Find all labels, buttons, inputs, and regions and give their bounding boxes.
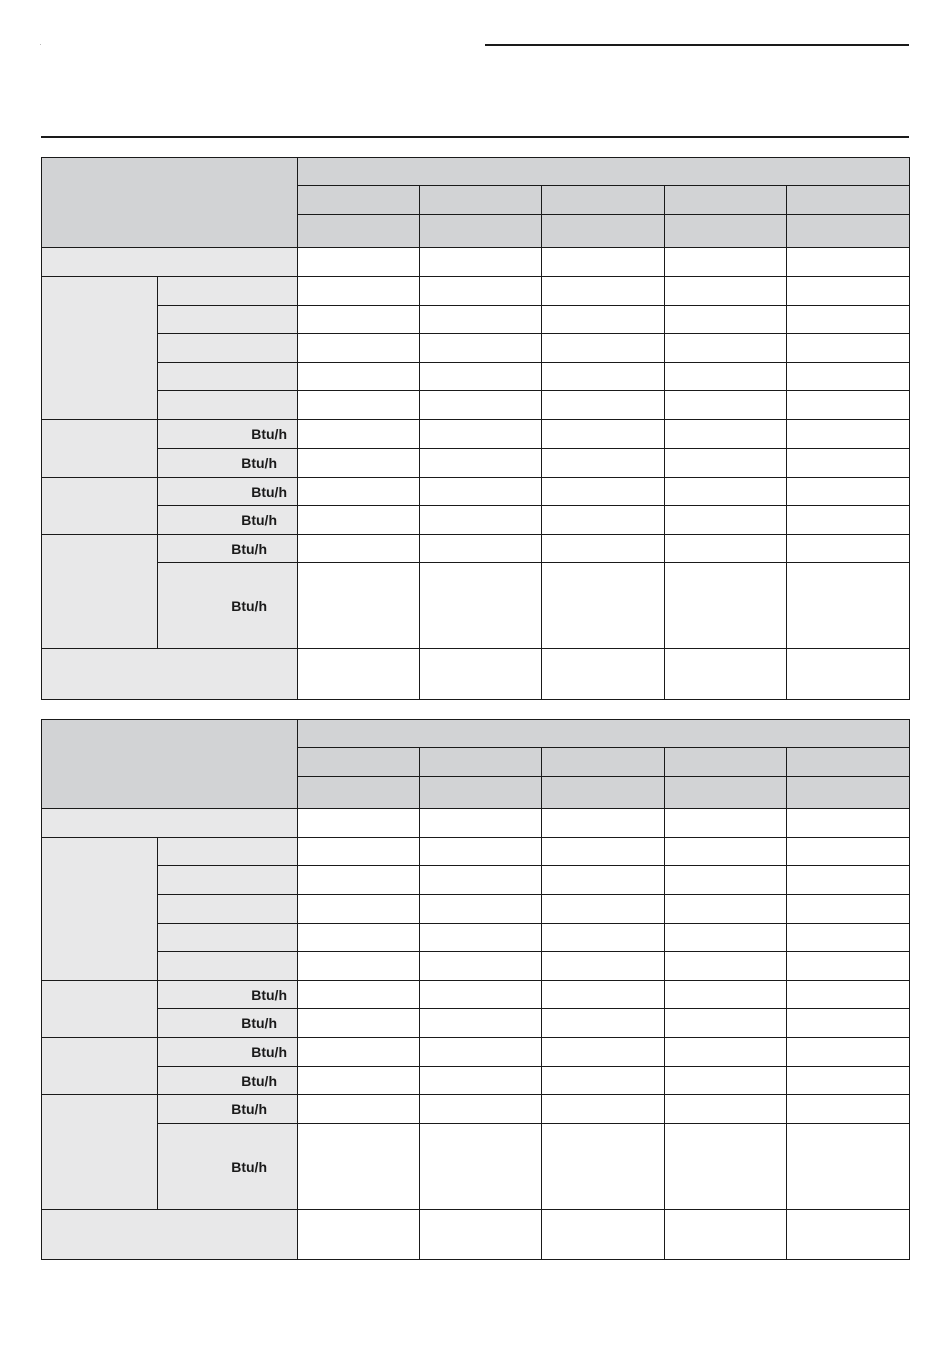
value-cell: [665, 363, 787, 391]
value-cell: [298, 306, 420, 334]
value-cell: [787, 563, 910, 649]
value-cell: [787, 506, 910, 535]
group-label: [42, 981, 158, 1038]
value-cell: [298, 952, 420, 981]
value-cell: [298, 420, 420, 449]
value-cell: [420, 1067, 542, 1095]
model-header-cell: [787, 777, 910, 809]
value-cell: [420, 391, 542, 420]
value-cell: [542, 1210, 665, 1260]
value-cell: [665, 535, 787, 563]
value-cell: [787, 895, 910, 924]
value-cell: [787, 981, 910, 1009]
unit-label: Btu/h: [158, 420, 298, 449]
table-row: [42, 1009, 910, 1038]
unit-label: Btu/h: [158, 478, 298, 506]
value-cell: [787, 866, 910, 895]
model-header-cell: [298, 748, 420, 777]
table-row: [42, 506, 910, 535]
value-cell: [665, 449, 787, 478]
table-row: [42, 391, 910, 420]
group-label: [42, 420, 158, 478]
value-cell: [665, 952, 787, 981]
value-cell: [420, 306, 542, 334]
value-cell: [420, 248, 542, 277]
group-label: [42, 535, 158, 649]
table-row: [42, 563, 910, 649]
value-cell: [542, 1067, 665, 1095]
table-row: [42, 866, 910, 895]
value-cell: [420, 895, 542, 924]
unit-label: Btu/h: [158, 535, 298, 563]
table-row: [42, 1124, 910, 1210]
value-cell: [665, 334, 787, 363]
table-row: [42, 895, 910, 924]
value-cell: [665, 1009, 787, 1038]
value-cell: [787, 334, 910, 363]
value-cell: [420, 363, 542, 391]
value-cell: [298, 248, 420, 277]
value-cell: [787, 478, 910, 506]
table-row: [42, 420, 910, 449]
value-cell: [420, 649, 542, 700]
value-cell: [542, 391, 665, 420]
row-label: [158, 838, 298, 866]
value-cell: [298, 649, 420, 700]
value-cell: [787, 809, 910, 838]
model-header-cell: [542, 215, 665, 248]
value-cell: [420, 449, 542, 478]
value-cell: [420, 478, 542, 506]
model-header-cell: [420, 748, 542, 777]
value-cell: [665, 866, 787, 895]
model-header-cell: [665, 186, 787, 215]
value-cell: [298, 866, 420, 895]
value-cell: [665, 1210, 787, 1260]
value-cell: [420, 535, 542, 563]
model-header-cell: [787, 215, 910, 248]
value-cell: [787, 1067, 910, 1095]
value-cell: [542, 363, 665, 391]
header-row-model: [42, 158, 910, 186]
value-cell: [542, 1124, 665, 1210]
table-row: [42, 981, 910, 1009]
value-cell: [665, 895, 787, 924]
value-cell: [542, 924, 665, 952]
value-cell: [665, 506, 787, 535]
value-cell: [542, 563, 665, 649]
value-cell: [298, 449, 420, 478]
value-cell: [298, 478, 420, 506]
model-group-header: [298, 720, 910, 748]
table-row: [42, 1210, 910, 1260]
value-cell: [787, 420, 910, 449]
header-rule: [485, 44, 909, 46]
model-header-cell: [298, 215, 420, 248]
group-label: [42, 277, 158, 420]
value-cell: [787, 535, 910, 563]
value-cell: [665, 391, 787, 420]
value-cell: [665, 1067, 787, 1095]
row-label: [158, 866, 298, 895]
value-cell: [787, 363, 910, 391]
value-cell: [787, 924, 910, 952]
value-cell: [542, 649, 665, 700]
value-cell: [420, 1124, 542, 1210]
table-row: [42, 248, 910, 277]
value-cell: [542, 420, 665, 449]
value-cell: [542, 838, 665, 866]
group-label: [42, 1095, 158, 1210]
value-cell: [298, 895, 420, 924]
value-cell: [665, 1124, 787, 1210]
value-cell: [665, 809, 787, 838]
value-cell: [298, 924, 420, 952]
value-cell: [420, 563, 542, 649]
value-cell: [298, 1210, 420, 1260]
table-row: [42, 924, 910, 952]
corner-header-cell: [42, 720, 298, 809]
row-label: [158, 924, 298, 952]
model-group-header: [298, 158, 910, 186]
model-header-cell: [665, 748, 787, 777]
table-row: [42, 363, 910, 391]
value-cell: [420, 1095, 542, 1124]
value-cell: [787, 1095, 910, 1124]
value-cell: [665, 838, 787, 866]
value-cell: [787, 1124, 910, 1210]
value-cell: [665, 420, 787, 449]
table-row: [42, 1095, 910, 1124]
model-header-cell: [298, 186, 420, 215]
value-cell: [298, 1095, 420, 1124]
row-label: [158, 334, 298, 363]
value-cell: [542, 809, 665, 838]
value-cell: [787, 1210, 910, 1260]
value-cell: [542, 981, 665, 1009]
value-cell: [542, 506, 665, 535]
model-header-cell: [665, 215, 787, 248]
value-cell: [298, 809, 420, 838]
value-cell: [787, 838, 910, 866]
row-label: [158, 895, 298, 924]
value-cell: [420, 952, 542, 981]
unit-label: Btu/h: [158, 1038, 298, 1067]
value-cell: [420, 866, 542, 895]
row-label: [42, 809, 298, 838]
model-header-cell: [542, 748, 665, 777]
value-cell: [420, 277, 542, 306]
row-label: [158, 277, 298, 306]
model-header-cell: [542, 777, 665, 809]
value-cell: [542, 1095, 665, 1124]
group-label: [42, 838, 158, 981]
value-cell: [298, 535, 420, 563]
value-cell: [542, 306, 665, 334]
model-header-cell: [542, 186, 665, 215]
value-cell: [787, 248, 910, 277]
value-cell: [298, 1009, 420, 1038]
value-cell: [420, 838, 542, 866]
table-row: [42, 478, 910, 506]
row-label: [158, 363, 298, 391]
value-cell: [787, 1009, 910, 1038]
value-cell: [542, 1038, 665, 1067]
value-cell: [542, 248, 665, 277]
unit-label: Btu/h: [158, 1009, 298, 1038]
value-cell: [298, 1124, 420, 1210]
value-cell: [542, 952, 665, 981]
row-label: [158, 952, 298, 981]
header-row-model: [42, 720, 910, 748]
corner-header-cell: [42, 158, 298, 248]
value-cell: [420, 924, 542, 952]
value-cell: [420, 1038, 542, 1067]
table-row: [42, 535, 910, 563]
section-rule: [41, 136, 909, 138]
value-cell: [420, 1210, 542, 1260]
model-header-cell: [665, 777, 787, 809]
page-mark: [40, 44, 41, 45]
model-header-cell: [420, 777, 542, 809]
value-cell: [298, 563, 420, 649]
value-cell: [542, 895, 665, 924]
model-header-cell: [787, 748, 910, 777]
value-cell: [420, 420, 542, 449]
value-cell: [665, 277, 787, 306]
value-cell: [298, 277, 420, 306]
value-cell: [420, 981, 542, 1009]
model-header-cell: [420, 186, 542, 215]
value-cell: [542, 478, 665, 506]
value-cell: [298, 391, 420, 420]
value-cell: [787, 391, 910, 420]
group-label: [42, 1038, 158, 1095]
table-row: [42, 334, 910, 363]
value-cell: [298, 981, 420, 1009]
table-row: [42, 952, 910, 981]
table-row: [42, 649, 910, 700]
table-row: [42, 838, 910, 866]
value-cell: [665, 1038, 787, 1067]
value-cell: [787, 449, 910, 478]
value-cell: [298, 838, 420, 866]
unit-label: Btu/h: [158, 449, 298, 478]
table-row: [42, 1038, 910, 1067]
value-cell: [787, 277, 910, 306]
table-row: [42, 306, 910, 334]
value-cell: [298, 334, 420, 363]
table-row: [42, 277, 910, 306]
row-label: [158, 306, 298, 334]
unit-label: Btu/h: [158, 1095, 298, 1124]
model-header-cell: [787, 186, 910, 215]
value-cell: [298, 506, 420, 535]
value-cell: [665, 248, 787, 277]
value-cell: [665, 478, 787, 506]
row-label: [42, 649, 298, 700]
value-cell: [665, 924, 787, 952]
value-cell: [420, 809, 542, 838]
table-row: [42, 1067, 910, 1095]
spec-table-1: [41, 157, 910, 700]
value-cell: [420, 334, 542, 363]
row-label: [42, 1210, 298, 1260]
value-cell: [665, 981, 787, 1009]
unit-label: Btu/h: [158, 563, 298, 649]
value-cell: [787, 1038, 910, 1067]
value-cell: [665, 649, 787, 700]
value-cell: [787, 952, 910, 981]
value-cell: [298, 1038, 420, 1067]
value-cell: [542, 277, 665, 306]
value-cell: [298, 363, 420, 391]
unit-label: Btu/h: [158, 1124, 298, 1210]
value-cell: [298, 1067, 420, 1095]
value-cell: [420, 506, 542, 535]
group-label: [42, 478, 158, 535]
unit-label: Btu/h: [158, 1067, 298, 1095]
value-cell: [665, 1095, 787, 1124]
spec-table-2: [41, 719, 910, 1260]
value-cell: [542, 535, 665, 563]
unit-label: Btu/h: [158, 506, 298, 535]
model-header-cell: [420, 215, 542, 248]
table-row: [42, 449, 910, 478]
row-label: [158, 391, 298, 420]
value-cell: [542, 1009, 665, 1038]
table-row: [42, 809, 910, 838]
model-header-cell: [298, 777, 420, 809]
value-cell: [787, 649, 910, 700]
value-cell: [542, 334, 665, 363]
value-cell: [542, 449, 665, 478]
row-label: [42, 248, 298, 277]
value-cell: [542, 866, 665, 895]
unit-label: Btu/h: [158, 981, 298, 1009]
value-cell: [787, 306, 910, 334]
value-cell: [420, 1009, 542, 1038]
value-cell: [665, 563, 787, 649]
value-cell: [665, 306, 787, 334]
